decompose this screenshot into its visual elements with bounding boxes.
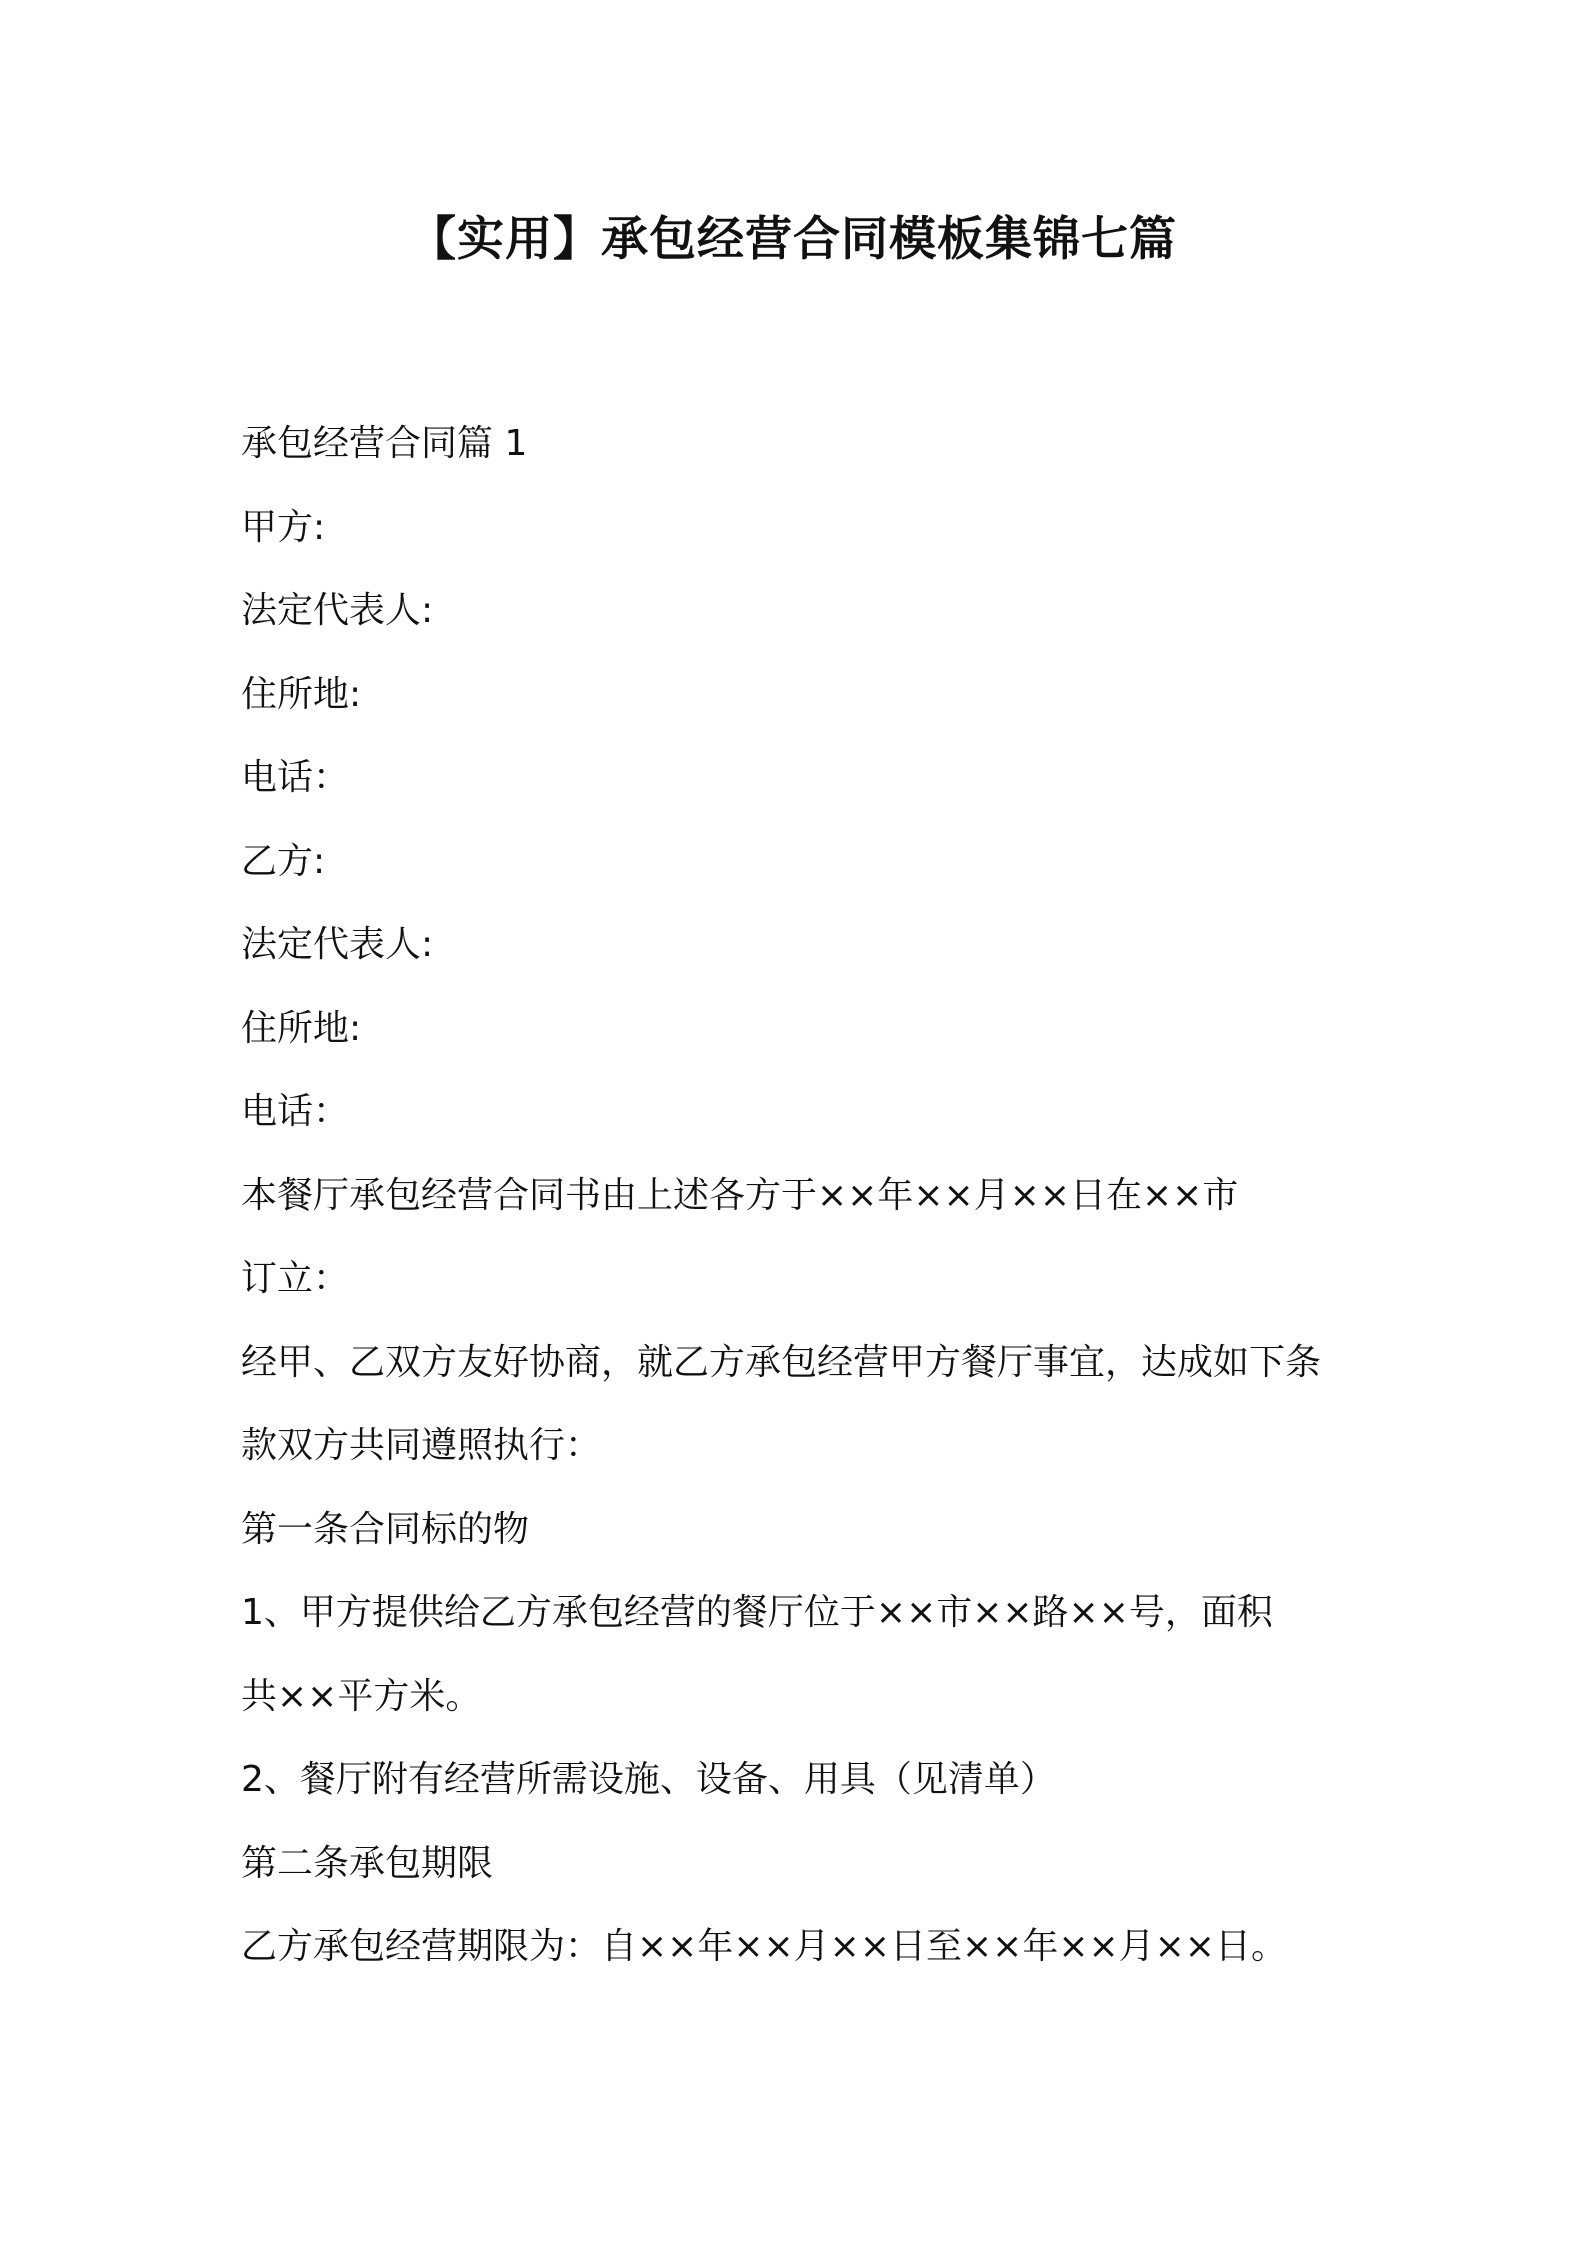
party-a-address-label: 住所地:: [241, 673, 362, 715]
party-b-phone-label: 电话：: [241, 1091, 350, 1132]
paragraph-line: 共××平方米。: [241, 1675, 482, 1717]
document-body: [241, 402, 1381, 1989]
paragraph-line: 款双方共同遵照执行：: [241, 1425, 602, 1466]
paragraph-line: 订立：: [241, 1258, 350, 1299]
party-b-representative-label: 法定代表人:: [241, 924, 434, 965]
party-a-phone-label: 电话：: [241, 757, 350, 798]
article-heading: 第二条承包期限: [241, 1842, 494, 1884]
paragraph-line: 乙方承包经营期限为：自××年××月××日至××年××月××日。: [241, 1926, 1287, 1967]
party-a-label: 甲方:: [241, 506, 326, 548]
paragraph-line: 本餐厅承包经营合同书由上述各方于××年××月××日在××市: [241, 1174, 1239, 1216]
party-b-label: 乙方:: [241, 840, 326, 882]
document-title: 【实用】承包经营合同模板集锦七篇: [409, 212, 1177, 267]
section-heading: 承包经营合同篇 1: [241, 423, 528, 464]
party-a-representative-label: 法定代表人:: [241, 590, 434, 631]
paragraph-line: 经甲、乙双方友好协商，就乙方承包经营甲方餐厅事宜，达成如下条: [241, 1341, 1322, 1383]
article-heading: 第一条合同标的物: [241, 1508, 530, 1550]
paragraph-line: 2、餐厅附有经营所需设施、设备、用具（见清单）: [241, 1759, 1056, 1800]
paragraph-line: 1、甲方提供给乙方承包经营的餐厅位于××市××路××号，面积: [241, 1592, 1273, 1633]
party-b-address-label: 住所地:: [241, 1007, 362, 1049]
